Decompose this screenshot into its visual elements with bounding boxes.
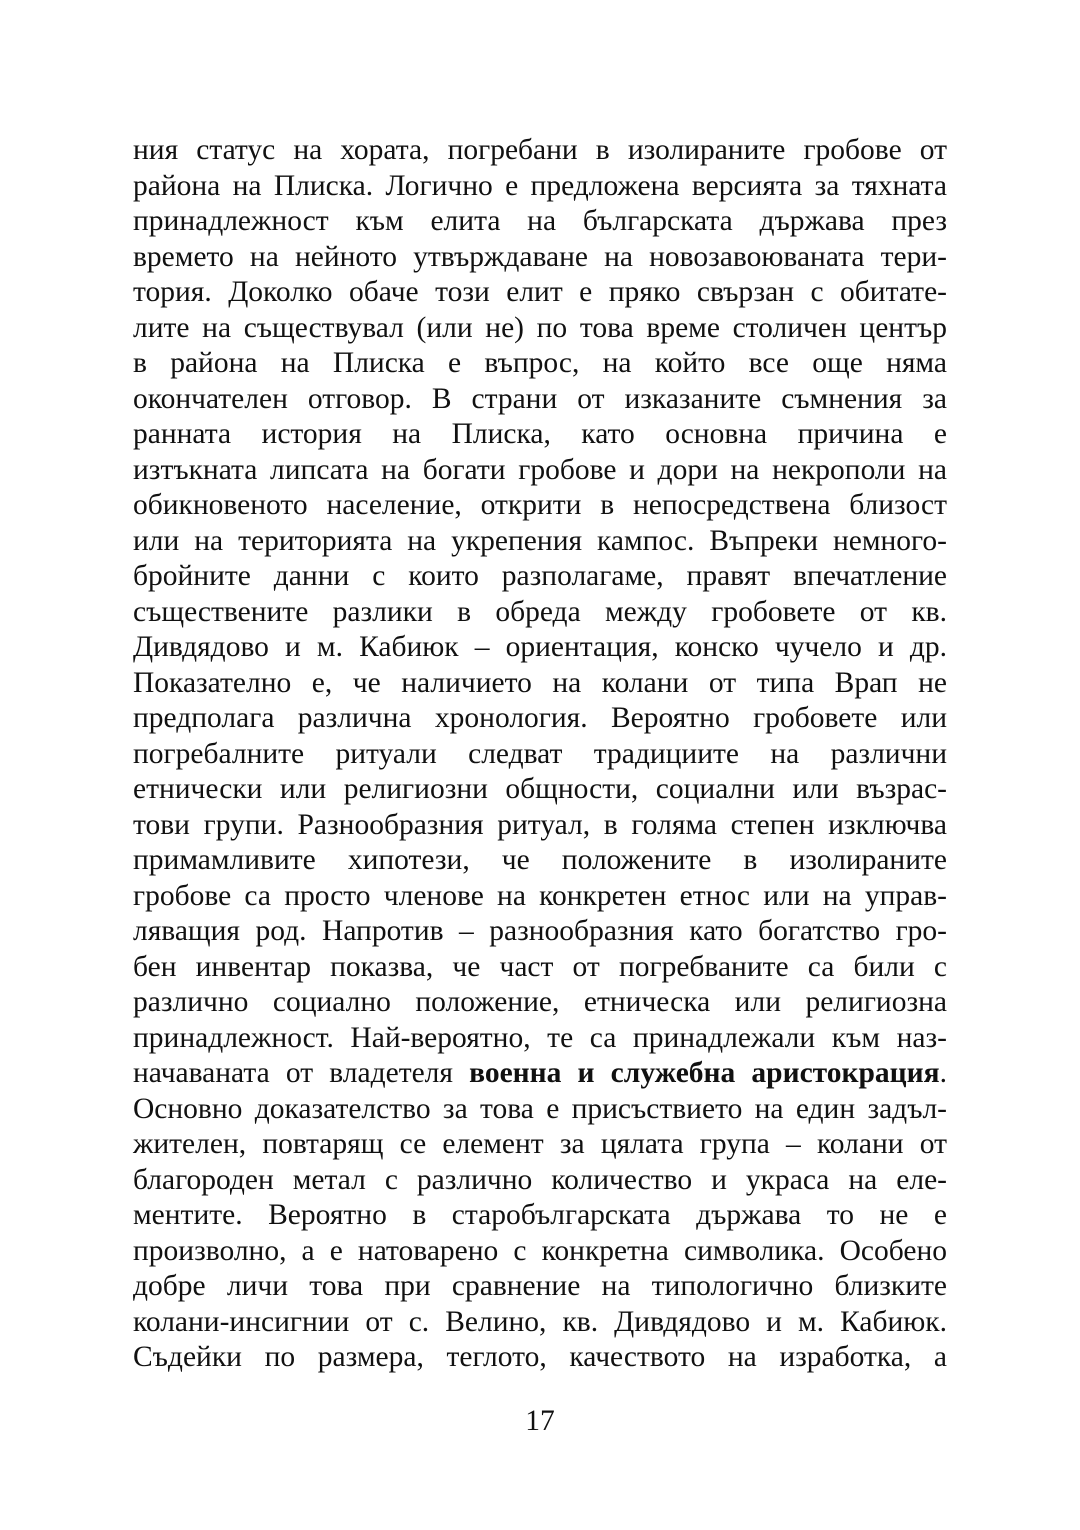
- text-line: произволно, а е натоварено с конкретна символика. Особено: [133, 1234, 947, 1267]
- text-line: в района на Плиска е въпрос, на който все още няма: [133, 347, 947, 379]
- text-line: етнически или религиозни общности, социални или възрас-: [133, 773, 947, 805]
- bold-phrase: военна и служебна аристокрация: [469, 1057, 940, 1089]
- text-line: лите на съществувал (или не) по това време столичен център: [133, 311, 947, 344]
- text-line: тория. Доколко обаче този елит е пряко свързан с обитате-: [133, 276, 947, 308]
- text-line: ляващия род. Напротив – разнообразния като богатство гро-: [133, 915, 947, 947]
- text-fragment: начаваната от владетеля: [133, 1057, 470, 1089]
- text-line: бен инвентар показва, че част от погребваните са били с: [133, 950, 947, 983]
- text-line: принадлежност към елита на българската държава през: [133, 205, 947, 237]
- text-line: района на Плиска. Логично е предложена версията за тяхната: [133, 169, 947, 202]
- text-line-with-bold: [133, 1056, 947, 1092]
- text-line: ментите. Вероятно в старобългарската държава то не е: [133, 1199, 947, 1231]
- text-line: гробове са просто членове на конкретен етнос или на управ-: [133, 879, 947, 912]
- text-line: бройните данни с които разполагаме, правят впечатление: [133, 560, 947, 592]
- text-line: времето на нейното утвърждаване на новозавоюваната тери-: [133, 240, 947, 273]
- text-line: ранната история на Плиска, като основна причина е: [133, 418, 947, 450]
- text-line: изтъкната липсата на богати гробове и дори на некрополи на: [133, 453, 947, 486]
- text-line: Показателно е, че наличието на колани от типа Врап не: [133, 666, 947, 699]
- text-line: принадлежност. Най-вероятно, те са принадлежали към наз-: [133, 1021, 947, 1054]
- text-line: съществените разлики в обреда между гробовете от кв.: [133, 595, 947, 628]
- text-line: жителен, повтарящ се елемент за цялата група – колани от: [133, 1128, 947, 1160]
- body-text: [133, 133, 947, 1376]
- page-number: 17: [525, 1405, 555, 1437]
- text-line: обикновеното население, открити в непосредствена близост: [133, 489, 947, 521]
- text-line: Основно доказателство за това е присъствието на един задъл-: [133, 1092, 947, 1125]
- text-line: предполага различна хронология. Вероятно гробовете или: [133, 702, 947, 734]
- text-line: добре личи това при сравнение на типологично близките: [133, 1270, 947, 1302]
- text-line: тови групи. Разнообразния ритуал, в голяма степен изключва: [133, 808, 947, 841]
- text-line: благороден метал с различно количество и украса на еле-: [133, 1163, 947, 1196]
- text-line: Съдейки по размера, теглото, качеството на изработка, а: [133, 1341, 947, 1373]
- text-line: ния статус на хората, погребани в изолираните гробове от: [133, 134, 947, 166]
- text-line: погребалните ритуали следват традициите на различни: [133, 737, 947, 770]
- text-line: Дивдядово и м. Кабиюк – ориентация, конско чучело и др.: [133, 631, 947, 663]
- text-line: примамливите хипотези, че положените в изолираните: [133, 844, 947, 876]
- text-line: различно социално положение, етническа или религиозна: [133, 986, 947, 1018]
- text-fragment: .: [939, 1057, 947, 1089]
- text-line: колани-инсигнии от с. Велино, кв. Дивдядово и м. Кабиюк.: [133, 1305, 947, 1338]
- text-line: окончателен отговор. В страни от изказаните съмнения за: [133, 382, 947, 415]
- text-line: или на територията на укрепения кампос. Въпреки немного-: [133, 524, 947, 557]
